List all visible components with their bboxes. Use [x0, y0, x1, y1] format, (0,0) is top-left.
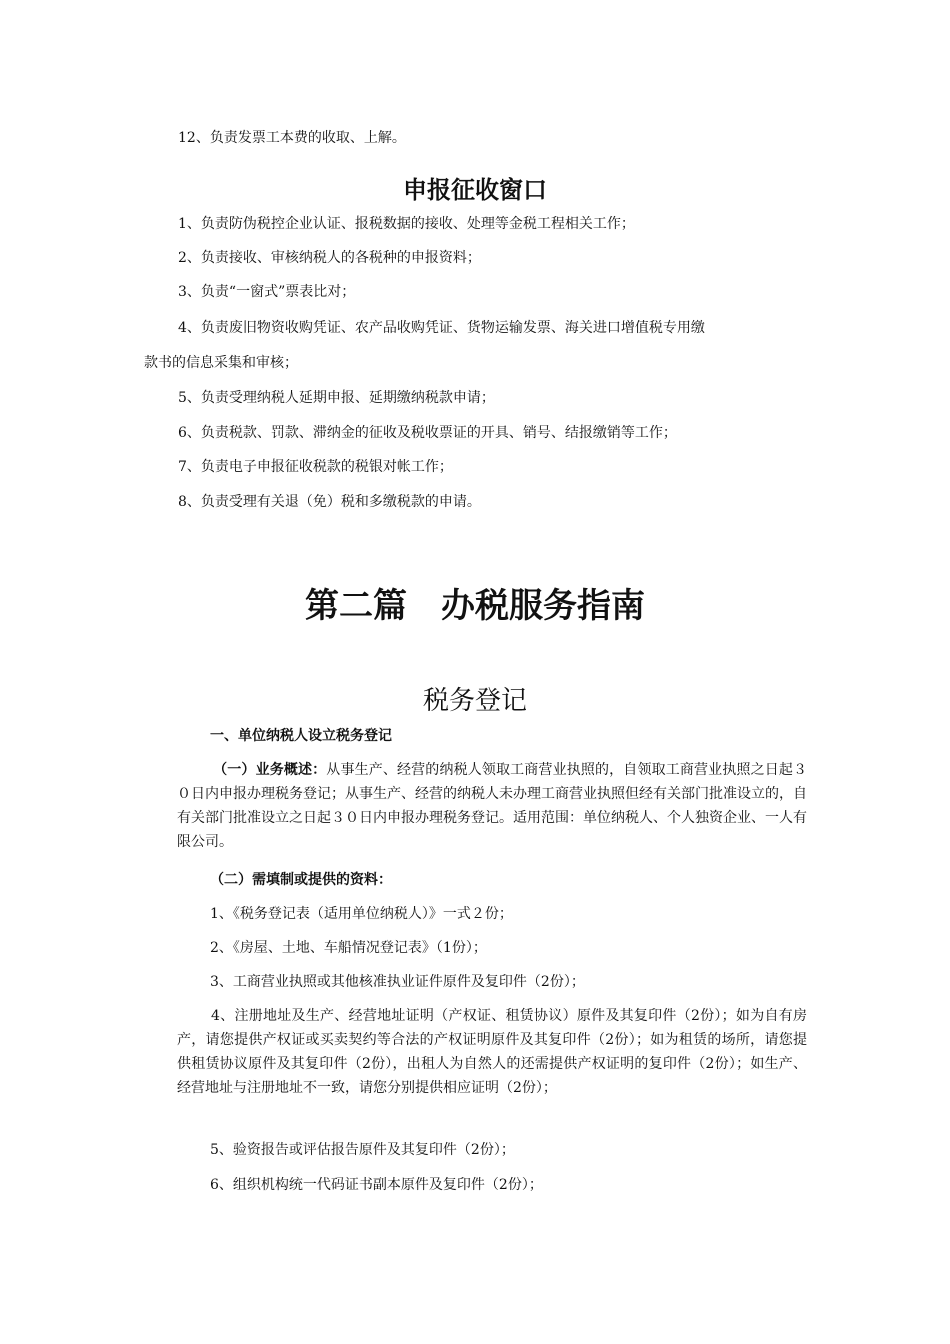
material-item: 2、《房屋、土地、车船情况登记表》（1份）；	[210, 940, 487, 956]
list-item: 4、负责废旧物资收购凭证、农产品收购凭证、货物运输发票、海关进口增值税专用缴	[178, 320, 705, 336]
part-title: 第二篇 办税服务指南	[305, 586, 645, 626]
list-item: 3、负责“一窗式”票表比对；	[178, 284, 356, 300]
materials-heading: （二）需填制或提供的资料：	[210, 872, 392, 888]
overview-label: （一）业务概述：	[213, 762, 327, 778]
overview-paragraph	[177, 758, 807, 854]
material-item: 1、《税务登记表（适用单位纳税人）》一式２份；	[210, 906, 513, 922]
list-item: 1、负责防伪税控企业认证、报税数据的接收、处理等金税工程相关工作；	[178, 216, 635, 232]
material-item: 3、工商营业执照或其他核准执业证件原件及复印件（2份）；	[210, 974, 585, 990]
list-item: 2、负责接收、审核纳税人的各税种的申报资料；	[178, 250, 481, 266]
overview-text: 从事生产、经营的纳税人领取工商营业执照的，自领取工商营业执照之日起３０日内申报办理税务登记；从事生产、经营的纳税人未办理工商营业执照但经有关部门批准设立的，自有关部门批准设立之日起３０日内申报办理税务登记。适用范围：单位纳税人、个人独资企业、一人有限公司。	[177, 762, 808, 850]
list-item: 6、负责税款、罚款、滞纳金的征收及税收票证的开具、销号、结报缴销等工作；	[178, 425, 677, 441]
section-title-registration: 税务登记	[422, 686, 527, 716]
list-item-continuation: 款书的信息采集和审核；	[144, 355, 298, 371]
list-item: 8、负责受理有关退（免）税和多缴税款的申请。	[178, 494, 481, 510]
material-item: 4、注册地址及生产、经营地址证明（产权证、租赁协议）原件及其复印件（2份）；如为自有房产，请您提供产权证或买卖契约等合法的产权证明原件及其复印件（2份）；如为租赁的场所，请您提供租赁协议原件及其复印件（2份），出租人为自然人的还需提供产权证明的复印件（2份）；如生产、经营地址与注册地址不一致，请您分别提供相应证明（2份）；	[177, 1008, 807, 1096]
material-item: 6、组织机构统一代码证书副本原件及复印件（2份）；	[210, 1177, 543, 1193]
list-item: 7、负责电子申报征收税款的税银对帐工作；	[178, 459, 453, 475]
subsection-heading: 一、单位纳税人设立税务登记	[210, 728, 392, 744]
material-item: 5、验资报告或评估报告原件及其复印件（2份）；	[210, 1142, 515, 1158]
section-title-window: 申报征收窗口	[403, 176, 547, 204]
top-line: 12、负责发票工本费的收取、上解。	[178, 130, 406, 146]
list-item: 5、负责受理纳税人延期申报、延期缴纳税款申请；	[178, 390, 495, 406]
